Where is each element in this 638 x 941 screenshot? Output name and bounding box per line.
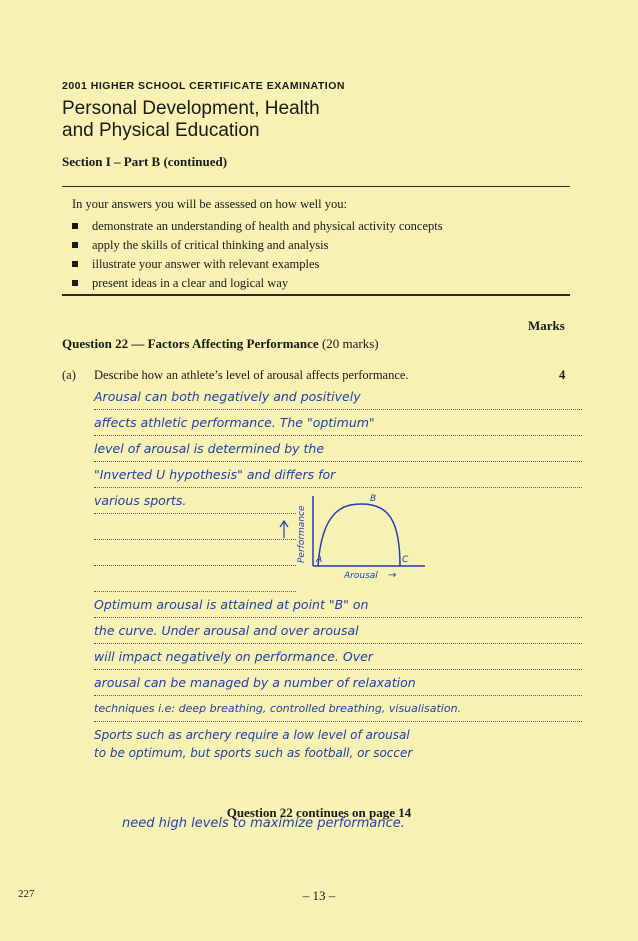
- criteria-text: apply the skills of critical thinking and analysis: [92, 238, 329, 252]
- course-title: [62, 98, 582, 142]
- exam-header: [62, 80, 582, 170]
- graph-point-a: A: [316, 555, 323, 565]
- graph-y-label: Performance: [297, 505, 307, 563]
- bullet-square-icon: [72, 242, 78, 248]
- assessment-intro: In your answers you will be assessed on how well you:: [72, 197, 347, 211]
- answer-line: Arousal can both negatively and positively: [94, 384, 582, 410]
- part-label: (a): [62, 368, 76, 382]
- criteria-text: demonstrate an understanding of health and physical activity concepts: [92, 219, 443, 233]
- question-title-marks: (20 marks): [321, 336, 379, 351]
- criteria-item: [72, 274, 443, 293]
- criteria-item: [72, 236, 443, 255]
- part-marks: 4: [559, 368, 566, 382]
- handwritten-extra-line: need high levels to maximize performance.: [122, 816, 405, 831]
- answer-line: level of arousal is determined by the: [94, 436, 582, 462]
- criteria-item: [72, 217, 443, 236]
- bullet-square-icon: [72, 223, 78, 229]
- assessment-criteria-box: [62, 186, 570, 296]
- bullet-square-icon: [72, 261, 78, 267]
- answer-line: Optimum arousal is attained at point "B" on: [94, 592, 582, 618]
- answer-line: techniques i.e: deep breathing, controlled breathing, visualisation.: [94, 696, 582, 722]
- graph-x-label: Arousal: [344, 571, 378, 581]
- marks-heading: Marks: [528, 318, 565, 333]
- course-title-line-1: Personal Development, Health: [62, 98, 320, 119]
- criteria-item: [72, 255, 443, 274]
- answer-line: arousal can be managed by a number of relaxation: [94, 670, 582, 696]
- graph-point-c: C: [402, 555, 409, 565]
- section-title: Section I – Part B (continued): [62, 154, 228, 169]
- answer-line: "Inverted U hypothesis" and differs for: [94, 462, 582, 488]
- part-prompt: Describe how an athlete’s level of arousal affects performance.: [94, 368, 409, 382]
- page-number: – 13 –: [302, 888, 336, 903]
- answer-line: will impact negatively on performance. Over: [94, 644, 582, 670]
- answer-line: affects athletic performance. The "optimum": [94, 410, 582, 436]
- criteria-list: [72, 217, 443, 293]
- continues-note: Question 22 continues on page 14: [226, 805, 412, 820]
- inverted-u-curve: [318, 504, 400, 566]
- arrow-right-icon: →: [388, 570, 397, 581]
- exam-label: 2001 HIGHER SCHOOL CERTIFICATE EXAMINATION: [62, 80, 345, 92]
- question-title-bold: Question 22 — Factors Affecting Performance: [62, 336, 319, 351]
- course-title-line-2: and Physical Education: [62, 120, 260, 141]
- handwritten-extra-line: Sports such as archery require a low level of arousal: [94, 728, 410, 742]
- bullet-square-icon: [72, 280, 78, 286]
- answer-line: various sports.: [94, 488, 296, 514]
- criteria-text: illustrate your answer with relevant examples: [92, 257, 320, 271]
- criteria-text: present ideas in a clear and logical way: [92, 276, 289, 290]
- page-code: 227: [18, 888, 35, 900]
- inverted-u-graph: [240, 488, 440, 584]
- question-title: [62, 336, 379, 352]
- graph-point-b: B: [370, 494, 377, 504]
- answer-line: the curve. Under arousal and over arousal: [94, 618, 582, 644]
- handwritten-extra-line: to be optimum, but sports such as football, or soccer: [94, 746, 413, 760]
